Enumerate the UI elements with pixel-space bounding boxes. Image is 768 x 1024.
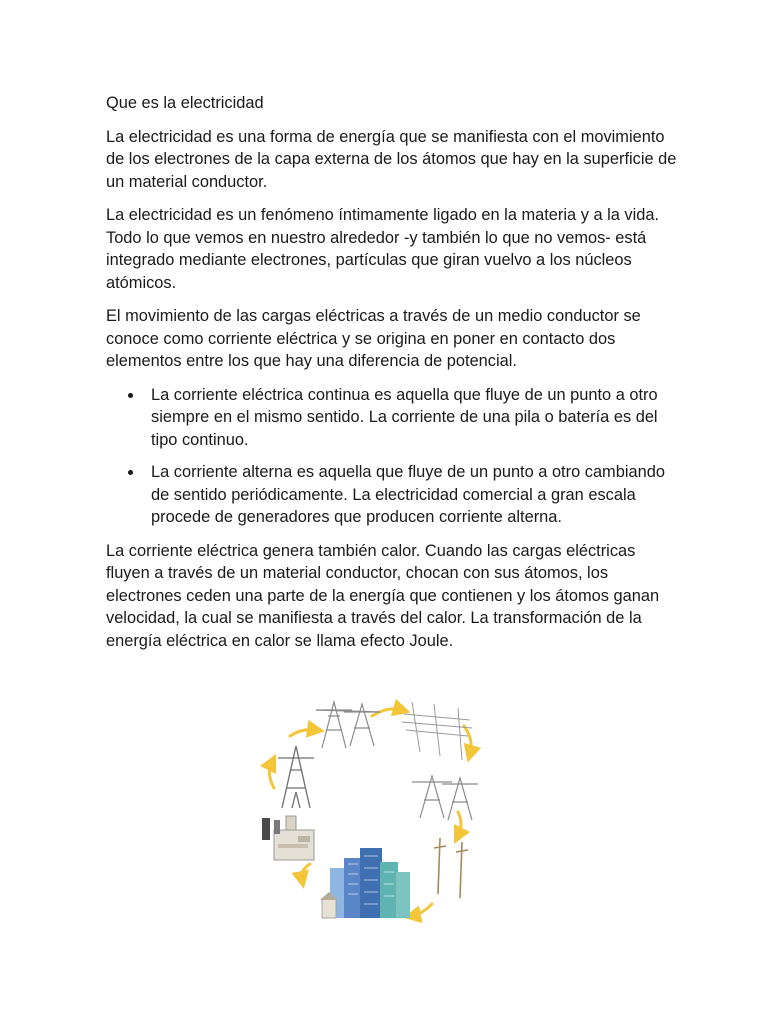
document-title: Que es la electricidad: [106, 94, 264, 112]
power-plant-icon: [262, 816, 314, 860]
transmission-tower-icon: [316, 702, 380, 748]
power-lines-icon: [402, 702, 472, 760]
bullet-icon: [128, 393, 133, 398]
paragraph-2: La electricidad es un fenómeno íntimamente ligado en la materia y a la vida. Todo lo que vemos en nuestro alrededor -y también lo que no vemos- está integrado mediante electrones, partículas que giran vuelvo a los núcleos atómicos.: [106, 206, 660, 292]
bullet-icon: [128, 470, 133, 475]
substation-tower-icon: [412, 776, 478, 820]
high-voltage-tower-icon: [278, 746, 314, 808]
bullet-text: La corriente eléctrica continua es aquella que fluye de un punto a otro siempre en el mismo sentido. La corriente de una pila o batería es del tipo continuo.: [151, 385, 658, 449]
bullet-list: [106, 384, 678, 529]
city-buildings-icon: [320, 848, 410, 918]
bullet-text: La corriente alterna es aquella que fluye de un punto a otro cambiando de sentido periódicamente. La electricidad comercial a gran escala procede de generadores que producen corriente alterna.: [151, 463, 665, 526]
utility-pole-icon: [434, 838, 468, 898]
power-grid-illustration: [252, 692, 502, 926]
bullet-item-direct-current: [106, 384, 678, 452]
power-grid-cycle-image: [252, 692, 502, 926]
document-body: [106, 92, 678, 663]
paragraph-1: La electricidad es una forma de energía que se manifiesta con el movimiento de los electrones de la capa externa de los átomos que hay en la superficie de un material conductor.: [106, 127, 677, 191]
paragraph-4: La corriente eléctrica genera también calor. Cuando las cargas eléctricas fluyen a través de un material conductor, chocan con sus átomos, los electrones ceden una parte de la energía que contienen y los átomos ganan velocidad, la cual se manifiesta a través del calor. La transformación de la energía eléctrica en calor se llama efecto Joule.: [106, 541, 660, 650]
paragraph-3: El movimiento de las cargas eléctricas a través de un medio conductor se conoce como corriente eléctrica y se origina en poner en contacto dos elementos entre los que hay una diferencia de potencial.: [106, 307, 641, 370]
bullet-item-alternating-current: [106, 461, 678, 529]
